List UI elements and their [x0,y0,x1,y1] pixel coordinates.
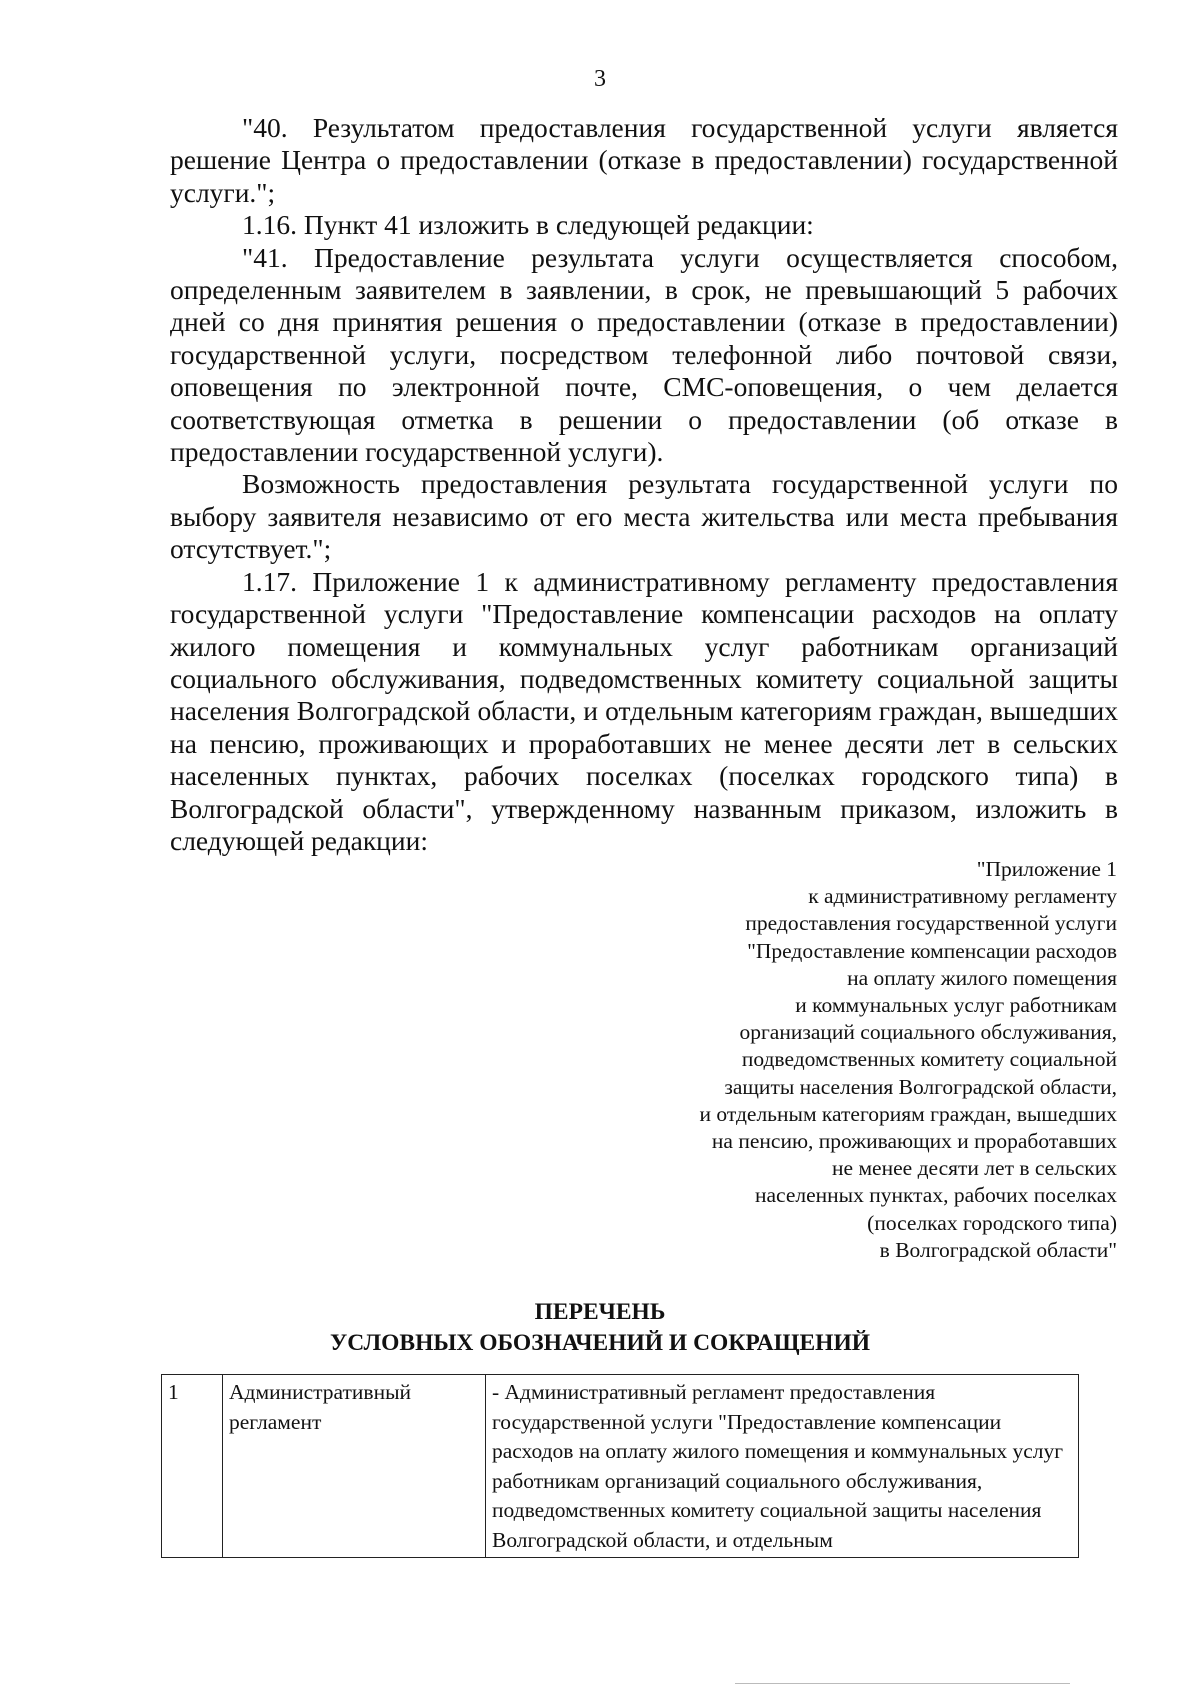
paragraph-1-16: 1.16. Пункт 41 изложить в следующей редакции: [242,209,814,241]
appendix-line: к административному регламенту [808,884,1117,909]
appendix-line: "Приложение 1 [976,857,1117,881]
appendix-line: (поселках городского типа) [867,1210,1117,1235]
list-title [0,1297,1200,1359]
body-text [170,112,1118,857]
appendix-line: на оплату жилого помещения [847,965,1117,990]
appendix-line: в Волгоградской области" [879,1237,1117,1262]
page-number: 3 [594,66,606,92]
paragraph-item-40: "40. Результатом предоставления государственной услуги является решение Центра о предоставлении (отказе в предоставлении) государственной услуги."; [170,112,1118,208]
scan-edge-line [735,1683,1070,1684]
paragraph-result-availability: Возможность предоставления результата государственной услуги по выбору заявителя независимо от его места жительства или места пребывания отсутствует."; [170,468,1118,565]
paragraph-1-17: 1.17. Приложение 1 к административному регламенту предоставления государственной услуги "Предоставление компенсации расходов на оплату жилого помещения и коммунальных услуг работникам организаций социального обслуживания, подведомственных комитету социальной защиты населения Волгоградской области, и отдельным категориям граждан, вышедших на пенсию, проживающих и проработавших не менее десяти лет в сельских населенных пунктах, рабочих поселках (поселках городского типа) в Волгоградской области", утвержденному названным приказом, изложить в следующей редакции: [170,565,1118,856]
term-cell: Административный регламент [223,1375,486,1558]
definition-cell: - Административный регламент предоставления государственной услуги "Предоставление компенсации расходов на оплату жилого помещения и коммунальных услуг работникам организаций социального обслуживания, подведомственных комитету социальной защиты населения Волгоградской области, и отдельным [486,1375,1079,1558]
abbreviations-table [161,1374,1079,1558]
table-row [162,1375,1079,1558]
appendix-line: на пенсию, проживающих и проработавших [711,1129,1117,1154]
appendix-line: предоставления государственной услуги [745,911,1117,936]
row-number-cell: 1 [162,1375,223,1558]
appendix-line: защиты населения Волгоградской области, [724,1074,1117,1099]
list-title-line1: ПЕРЕЧЕНЬ [534,1299,666,1325]
appendix-header [557,856,1117,1264]
appendix-line: не менее десяти лет в сельских [832,1156,1117,1181]
list-title-line2: УСЛОВНЫХ ОБОЗНАЧЕНИЙ И СОКРАЩЕНИЙ [329,1330,871,1356]
appendix-line: населенных пунктах, рабочих поселках [754,1183,1117,1208]
paragraph-item-41: "41. Предоставление результата услуги осуществляется способом, определенным заявителем в заявлении, в срок, не превышающий 5 рабочих дней со дня принятия решения о предоставлении (отказе в предоставлении) государственной услуги, посредством телефонной либо почтовой связи, оповещения по электронной почте, СМС-оповещения, о чем делается соответствующая отметка в решении о предоставлении (об отказе в предоставлении государственной услуги). [170,241,1118,468]
appendix-line: "Предоставление компенсации расходов [747,938,1117,963]
appendix-line: подведомственных комитету социальной [741,1047,1117,1072]
appendix-line: и коммунальных услуг работникам [795,993,1117,1018]
appendix-line: организаций социального обслуживания, [739,1020,1117,1045]
appendix-line: и отдельным категориям граждан, вышедших [699,1101,1117,1126]
